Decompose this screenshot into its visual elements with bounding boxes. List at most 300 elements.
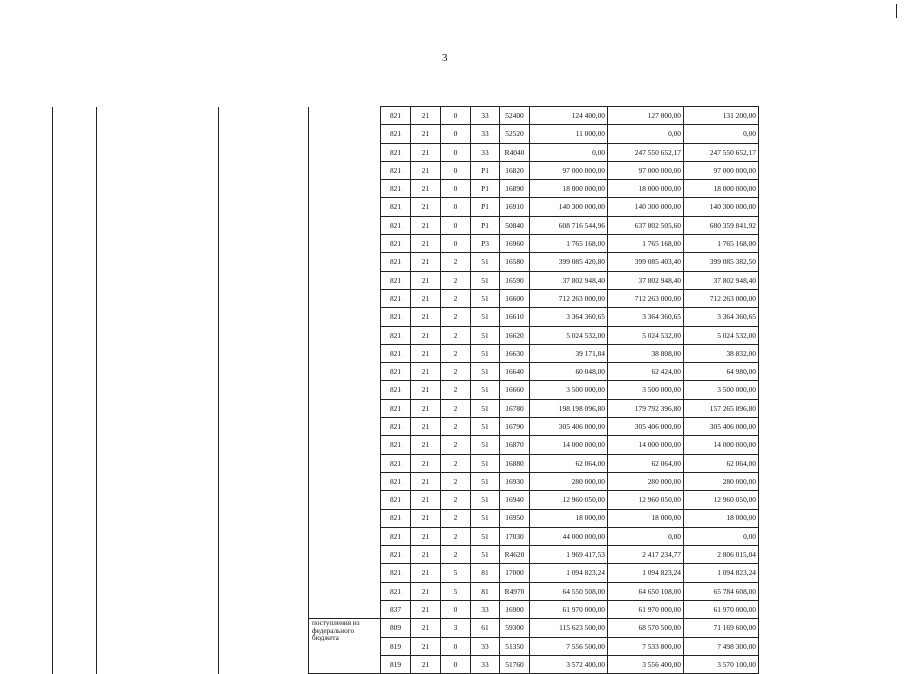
blank-cell xyxy=(97,143,219,161)
col-year3: 3 500 000,00 xyxy=(684,381,759,399)
blank-cell xyxy=(53,253,97,271)
col-code: 16610 xyxy=(500,308,530,326)
col-admin: 821 xyxy=(381,326,411,344)
table-row xyxy=(53,235,834,253)
col-year2: 399 085 403,40 xyxy=(608,253,684,271)
col-year3: 305 406 000,00 xyxy=(684,418,759,436)
col-year2: 1 765 168,00 xyxy=(608,235,684,253)
table-row xyxy=(53,601,834,619)
col-year1: 39 171,84 xyxy=(530,344,608,362)
col-article: 51 xyxy=(471,253,500,271)
col-code: 16660 xyxy=(500,381,530,399)
col-article: 51 xyxy=(471,363,500,381)
col-subgroup: 0 xyxy=(441,107,471,125)
col-admin: 821 xyxy=(381,143,411,161)
blank-cell xyxy=(97,472,219,490)
table-row xyxy=(53,546,834,564)
col-subgroup: 2 xyxy=(441,509,471,527)
col-year3: 0,00 xyxy=(684,125,759,143)
col-year2: 280 000,00 xyxy=(608,472,684,490)
col-subgroup: 2 xyxy=(441,363,471,381)
col-group: 21 xyxy=(411,454,441,472)
col-group: 21 xyxy=(411,381,441,399)
blank-cell xyxy=(97,418,219,436)
col-admin: 821 xyxy=(381,509,411,527)
blank-cell xyxy=(219,509,309,527)
blank-cell xyxy=(219,491,309,509)
col-code: 16620 xyxy=(500,326,530,344)
blank-cell xyxy=(309,436,381,454)
table-row xyxy=(53,381,834,399)
col-year2: 1 094 823,24 xyxy=(608,564,684,582)
col-year3: 1 765 168,00 xyxy=(684,235,759,253)
blank-cell xyxy=(309,582,381,600)
col-admin: 837 xyxy=(381,601,411,619)
col-year2: 68 570 500,00 xyxy=(608,619,684,637)
col-year1: 64 550 508,00 xyxy=(530,582,608,600)
blank-cell xyxy=(53,271,97,289)
col-group: 21 xyxy=(411,564,441,582)
col-year3: 97 000 000,00 xyxy=(684,161,759,179)
blank-cell xyxy=(97,436,219,454)
col-code: 59300 xyxy=(500,619,530,637)
col-code: 16880 xyxy=(500,454,530,472)
col-year3: 140 300 000,00 xyxy=(684,198,759,216)
col-code: 52400 xyxy=(500,107,530,125)
blank-cell xyxy=(97,161,219,179)
col-year2: 0,00 xyxy=(608,125,684,143)
col-article: P1 xyxy=(471,180,500,198)
col-year1: 97 000 000,00 xyxy=(530,161,608,179)
col-year2: 14 000 000,00 xyxy=(608,436,684,454)
col-year2: 37 802 948,40 xyxy=(608,271,684,289)
col-year3: 2 806 015,04 xyxy=(684,546,759,564)
blank-cell xyxy=(53,289,97,307)
col-article: P1 xyxy=(471,161,500,179)
blank-cell xyxy=(53,198,97,216)
blank-cell xyxy=(97,582,219,600)
col-subgroup: 2 xyxy=(441,289,471,307)
col-code: 16630 xyxy=(500,344,530,362)
col-group: 21 xyxy=(411,655,441,673)
col-year2: 97 000 000,00 xyxy=(608,161,684,179)
blank-cell xyxy=(309,363,381,381)
table-row xyxy=(53,527,834,545)
blank-cell xyxy=(97,271,219,289)
col-admin: 821 xyxy=(381,381,411,399)
col-admin: 821 xyxy=(381,253,411,271)
col-group: 21 xyxy=(411,180,441,198)
blank-cell xyxy=(219,198,309,216)
col-group: 21 xyxy=(411,289,441,307)
col-year1: 62 064,00 xyxy=(530,454,608,472)
col-year2: 18 000 000,00 xyxy=(608,180,684,198)
col-article: 51 xyxy=(471,289,500,307)
col-code: 16790 xyxy=(500,418,530,436)
blank-cell xyxy=(219,655,309,673)
col-year3: 71 169 600,00 xyxy=(684,619,759,637)
blank-cell xyxy=(309,509,381,527)
blank-cell xyxy=(97,326,219,344)
col-year1: 60 048,00 xyxy=(530,363,608,381)
col-year3: 131 200,00 xyxy=(684,107,759,125)
col-year1: 1 765 168,00 xyxy=(530,235,608,253)
col-year3: 7 498 300,00 xyxy=(684,637,759,655)
blank-cell xyxy=(219,216,309,234)
blank-cell xyxy=(219,399,309,417)
blank-cell xyxy=(53,326,97,344)
col-subgroup: 3 xyxy=(441,619,471,637)
blank-cell xyxy=(97,527,219,545)
blank-cell xyxy=(309,326,381,344)
col-year2: 62 424,00 xyxy=(608,363,684,381)
blank-cell xyxy=(219,436,309,454)
table-row xyxy=(53,289,834,307)
col-group: 21 xyxy=(411,326,441,344)
col-year3: 157 265 896,80 xyxy=(684,399,759,417)
col-code: 16960 xyxy=(500,235,530,253)
blank-cell xyxy=(219,527,309,545)
col-article: 33 xyxy=(471,655,500,673)
blank-cell xyxy=(53,143,97,161)
col-group: 21 xyxy=(411,601,441,619)
table-row xyxy=(53,454,834,472)
col-subgroup: 0 xyxy=(441,601,471,619)
col-year1: 61 970 000,00 xyxy=(530,601,608,619)
blank-cell xyxy=(309,125,381,143)
col-subgroup: 0 xyxy=(441,161,471,179)
col-group: 21 xyxy=(411,509,441,527)
col-admin: 821 xyxy=(381,546,411,564)
blank-cell xyxy=(309,143,381,161)
table-row xyxy=(53,161,834,179)
table-row xyxy=(53,619,834,637)
col-code: R4040 xyxy=(500,143,530,161)
blank-cell xyxy=(53,125,97,143)
blank-cell xyxy=(309,198,381,216)
col-article: 33 xyxy=(471,143,500,161)
blank-cell xyxy=(219,125,309,143)
col-year2: 0,00 xyxy=(608,527,684,545)
col-code: 51350 xyxy=(500,637,530,655)
table-row xyxy=(53,472,834,490)
budget-table xyxy=(52,106,834,674)
col-article: 81 xyxy=(471,564,500,582)
col-year2: 247 550 652,17 xyxy=(608,143,684,161)
col-year1: 7 556 500,00 xyxy=(530,637,608,655)
col-subgroup: 2 xyxy=(441,344,471,362)
col-year1: 712 263 000,00 xyxy=(530,289,608,307)
col-year2: 7 533 800,00 xyxy=(608,637,684,655)
col-article: 51 xyxy=(471,271,500,289)
table-row xyxy=(53,509,834,527)
table-row xyxy=(53,326,834,344)
blank-cell xyxy=(219,363,309,381)
revenue-source-label: поступления из федерального бюджета xyxy=(309,619,381,674)
col-subgroup: 2 xyxy=(441,381,471,399)
col-year1: 3 500 000,00 xyxy=(530,381,608,399)
col-year1: 399 085 420,80 xyxy=(530,253,608,271)
blank-cell xyxy=(97,381,219,399)
col-year3: 61 970 000,00 xyxy=(684,601,759,619)
col-article: P1 xyxy=(471,198,500,216)
table-row xyxy=(53,582,834,600)
col-group: 21 xyxy=(411,436,441,454)
col-article: 33 xyxy=(471,637,500,655)
col-article: 51 xyxy=(471,454,500,472)
col-year2: 3 556 400,00 xyxy=(608,655,684,673)
col-group: 21 xyxy=(411,399,441,417)
blank-cell xyxy=(97,491,219,509)
col-year1: 3 572 400,00 xyxy=(530,655,608,673)
blank-cell xyxy=(97,454,219,472)
col-admin: 821 xyxy=(381,363,411,381)
col-subgroup: 2 xyxy=(441,271,471,289)
col-admin: 821 xyxy=(381,198,411,216)
blank-cell xyxy=(309,472,381,490)
blank-cell xyxy=(53,399,97,417)
col-admin: 821 xyxy=(381,399,411,417)
col-code: 16820 xyxy=(500,161,530,179)
blank-cell xyxy=(219,308,309,326)
col-year2: 179 792 396,80 xyxy=(608,399,684,417)
blank-cell xyxy=(309,564,381,582)
table-row xyxy=(53,418,834,436)
col-code: 16580 xyxy=(500,253,530,271)
table-row xyxy=(53,198,834,216)
col-admin: 809 xyxy=(381,619,411,637)
table-row xyxy=(53,344,834,362)
col-year3: 5 024 532,00 xyxy=(684,326,759,344)
col-article: 33 xyxy=(471,601,500,619)
col-group: 21 xyxy=(411,216,441,234)
col-group: 21 xyxy=(411,308,441,326)
col-code: 16900 xyxy=(500,601,530,619)
col-group: 21 xyxy=(411,619,441,637)
col-group: 21 xyxy=(411,235,441,253)
col-year2: 140 300 000,00 xyxy=(608,198,684,216)
blank-cell xyxy=(219,271,309,289)
table-row xyxy=(53,253,834,271)
scan-edge-mark xyxy=(896,4,897,18)
blank-cell xyxy=(97,546,219,564)
blank-cell xyxy=(97,399,219,417)
col-admin: 821 xyxy=(381,161,411,179)
col-group: 21 xyxy=(411,125,441,143)
col-article: P1 xyxy=(471,216,500,234)
col-year2: 712 263 000,00 xyxy=(608,289,684,307)
blank-cell xyxy=(53,180,97,198)
blank-cell xyxy=(219,582,309,600)
col-group: 21 xyxy=(411,271,441,289)
col-subgroup: 2 xyxy=(441,491,471,509)
col-subgroup: 2 xyxy=(441,418,471,436)
col-article: P3 xyxy=(471,235,500,253)
col-admin: 821 xyxy=(381,107,411,125)
col-year3: 3 364 360,65 xyxy=(684,308,759,326)
col-group: 21 xyxy=(411,472,441,490)
col-year1: 305 406 000,00 xyxy=(530,418,608,436)
blank-cell xyxy=(309,344,381,362)
blank-cell xyxy=(309,527,381,545)
blank-cell xyxy=(219,564,309,582)
col-admin: 821 xyxy=(381,582,411,600)
col-group: 21 xyxy=(411,546,441,564)
table-row xyxy=(53,271,834,289)
col-article: 33 xyxy=(471,107,500,125)
blank-cell xyxy=(219,344,309,362)
blank-cell xyxy=(219,253,309,271)
blank-cell xyxy=(219,418,309,436)
blank-cell xyxy=(53,546,97,564)
col-subgroup: 2 xyxy=(441,399,471,417)
blank-cell xyxy=(97,344,219,362)
col-article: 51 xyxy=(471,491,500,509)
table-row xyxy=(53,107,834,125)
blank-cell xyxy=(53,344,97,362)
blank-cell xyxy=(97,363,219,381)
col-year3: 1 094 823,24 xyxy=(684,564,759,582)
blank-cell xyxy=(53,527,97,545)
table-row xyxy=(53,491,834,509)
col-year3: 38 832,00 xyxy=(684,344,759,362)
col-subgroup: 2 xyxy=(441,472,471,490)
table-row xyxy=(53,308,834,326)
col-subgroup: 2 xyxy=(441,527,471,545)
blank-cell xyxy=(309,381,381,399)
page-number: 3 xyxy=(442,52,448,64)
col-year1: 44 000 000,00 xyxy=(530,527,608,545)
blank-cell xyxy=(219,180,309,198)
col-year3: 14 000 000,00 xyxy=(684,436,759,454)
col-year1: 124 400,00 xyxy=(530,107,608,125)
blank-cell xyxy=(309,180,381,198)
col-year1: 12 960 050,00 xyxy=(530,491,608,509)
col-code: 16780 xyxy=(500,399,530,417)
col-subgroup: 0 xyxy=(441,216,471,234)
blank-cell xyxy=(97,655,219,673)
blank-cell xyxy=(219,472,309,490)
blank-cell xyxy=(97,619,219,637)
col-code: 17030 xyxy=(500,527,530,545)
col-admin: 821 xyxy=(381,271,411,289)
blank-cell xyxy=(97,601,219,619)
blank-cell xyxy=(97,564,219,582)
blank-cell xyxy=(219,546,309,564)
blank-cell xyxy=(219,601,309,619)
col-year1: 3 364 360,65 xyxy=(530,308,608,326)
col-group: 21 xyxy=(411,253,441,271)
col-subgroup: 2 xyxy=(441,454,471,472)
col-article: 51 xyxy=(471,472,500,490)
col-code: 50840 xyxy=(500,216,530,234)
col-year1: 1 094 823,24 xyxy=(530,564,608,582)
col-year2: 127 800,00 xyxy=(608,107,684,125)
budget-table-body xyxy=(53,107,834,674)
blank-cell xyxy=(309,235,381,253)
col-admin: 821 xyxy=(381,216,411,234)
table-row xyxy=(53,399,834,417)
blank-cell xyxy=(97,289,219,307)
col-subgroup: 2 xyxy=(441,308,471,326)
blank-cell xyxy=(309,308,381,326)
col-subgroup: 2 xyxy=(441,546,471,564)
col-admin: 821 xyxy=(381,235,411,253)
blank-cell xyxy=(309,161,381,179)
blank-cell xyxy=(53,655,97,673)
blank-cell xyxy=(53,564,97,582)
col-year3: 680 359 841,92 xyxy=(684,216,759,234)
col-year2: 12 960 050,00 xyxy=(608,491,684,509)
col-group: 21 xyxy=(411,418,441,436)
col-year1: 608 716 544,96 xyxy=(530,216,608,234)
blank-cell xyxy=(309,216,381,234)
col-year3: 64 980,00 xyxy=(684,363,759,381)
col-admin: 821 xyxy=(381,344,411,362)
blank-cell xyxy=(53,418,97,436)
col-year3: 62 064,00 xyxy=(684,454,759,472)
blank-cell xyxy=(219,143,309,161)
col-subgroup: 2 xyxy=(441,436,471,454)
col-year3: 37 802 948,40 xyxy=(684,271,759,289)
col-group: 21 xyxy=(411,491,441,509)
col-code: 16590 xyxy=(500,271,530,289)
col-year1: 140 300 000,00 xyxy=(530,198,608,216)
col-year1: 14 000 000,00 xyxy=(530,436,608,454)
blank-cell xyxy=(53,601,97,619)
col-subgroup: 2 xyxy=(441,326,471,344)
col-year3: 18 000 000,00 xyxy=(684,180,759,198)
col-year2: 2 417 234,77 xyxy=(608,546,684,564)
blank-cell xyxy=(219,454,309,472)
col-group: 21 xyxy=(411,161,441,179)
col-subgroup: 0 xyxy=(441,180,471,198)
blank-cell xyxy=(219,289,309,307)
blank-cell xyxy=(53,308,97,326)
col-group: 21 xyxy=(411,363,441,381)
blank-cell xyxy=(97,216,219,234)
col-article: 81 xyxy=(471,582,500,600)
blank-cell xyxy=(53,161,97,179)
col-code: 16870 xyxy=(500,436,530,454)
blank-cell xyxy=(219,619,309,637)
col-group: 21 xyxy=(411,107,441,125)
col-year3: 12 960 050,00 xyxy=(684,491,759,509)
blank-cell xyxy=(53,107,97,125)
table-row xyxy=(53,180,834,198)
col-article: 33 xyxy=(471,125,500,143)
col-subgroup: 0 xyxy=(441,125,471,143)
blank-cell xyxy=(97,125,219,143)
blank-cell xyxy=(309,491,381,509)
col-admin: 821 xyxy=(381,472,411,490)
table-row xyxy=(53,143,834,161)
col-year1: 0,00 xyxy=(530,143,608,161)
col-code: 16930 xyxy=(500,472,530,490)
col-code: 52520 xyxy=(500,125,530,143)
col-year3: 3 570 100,00 xyxy=(684,655,759,673)
col-year1: 5 024 532,00 xyxy=(530,326,608,344)
col-group: 21 xyxy=(411,344,441,362)
blank-cell xyxy=(309,289,381,307)
table-row xyxy=(53,564,834,582)
blank-cell xyxy=(309,418,381,436)
table-row xyxy=(53,125,834,143)
col-admin: 819 xyxy=(381,637,411,655)
blank-cell xyxy=(309,271,381,289)
blank-cell xyxy=(309,107,381,125)
blank-cell xyxy=(97,235,219,253)
